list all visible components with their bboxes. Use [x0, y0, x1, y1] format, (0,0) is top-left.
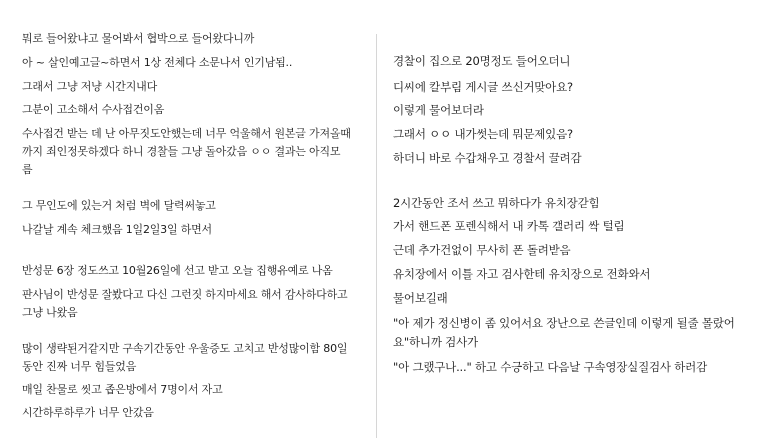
text-line: 유치장에서 이틀 자고 검사한테 유치장으로 전화와서 [393, 267, 651, 281]
text-line: 시간하루하루가 너무 안갔음 [22, 406, 154, 419]
text-line: 많이 생략된거같지만 구속기간동안 우울증도 고치고 반성많이함 80일 [22, 342, 348, 355]
text-line: 2시간동안 조서 쓰고 뭐하다가 유치장갇힘 [393, 196, 600, 210]
text-line: 까지 죄인정못하겠다 하니 경찰들 그냥 돌아갔음 ㅇㅇ 결과는 아직모 [22, 145, 341, 158]
text-line: 그분이 고소해서 수사접건이옴 [22, 103, 165, 116]
text-line: 요"하니까 검사가 [393, 335, 478, 349]
text-line: 뭐로 들어왔냐고 물어봐서 협박으로 들어왔다니까 [22, 32, 255, 45]
text-line: 동안 진짜 너무 힘들었음 [22, 360, 137, 373]
text-line: 반성문 6장 정도쓰고 10월26일에 선고 받고 오늘 집행유예로 나옴 [22, 264, 333, 277]
text-line: 물어보길래 [393, 291, 448, 305]
text-line: 가서 핸드폰 포렌식해서 내 카톡 갤러리 싹 털림 [393, 219, 625, 233]
text-line: 그 무인도에 있는거 처럼 벽에 달력써놓고 [22, 199, 216, 212]
text-line: 경찰이 집으로 20명정도 들어오더니 [393, 54, 571, 68]
text-line: "아 제가 정신병이 좀 있어서요 장난으로 쓴글인데 이렇게 될줄 몰랐어 [393, 316, 735, 330]
text-line: 나갈날 계속 체크했음 1일2일3일 하면서 [22, 223, 212, 236]
text-line: 매일 찬물로 씻고 좁은방에서 7명이서 자고 [22, 383, 223, 396]
text-line: 름 [22, 163, 33, 176]
column-divider [376, 34, 377, 438]
text-line: "아 그랬구나..." 하고 수긍하고 다음날 구속영장실질검사 하러감 [393, 360, 708, 374]
text-line: 근데 추가건없이 무사히 폰 돌려받음 [393, 243, 571, 257]
text-line: 그래서 그냥 저냥 시간지내다 [22, 80, 158, 93]
text-line: 그래서 ㅇㅇ 내가썻는데 뭐문제있음? [393, 127, 573, 141]
text-line: 그냥 나왔음 [22, 306, 78, 319]
text-line: 디씨에 칼부림 게시글 쓰신거맞아요? [393, 80, 573, 94]
text-line: 아 ~ 살인예고글~하면서 1상 전체다 소문나서 인기남됨.. [22, 56, 293, 69]
text-line: 하더니 바로 수갑채우고 경찰서 끌려감 [393, 151, 582, 165]
text-line: 판사님이 반성문 잘봤다고 다신 그런짓 하지마세요 해서 감사하다하고 [22, 288, 348, 301]
text-line: 수사접건 받는 데 난 아무짓도안했는데 너무 억울해서 원본글 가져올때 [22, 127, 351, 140]
text-line: 이렇게 물어보더라 [393, 103, 484, 117]
